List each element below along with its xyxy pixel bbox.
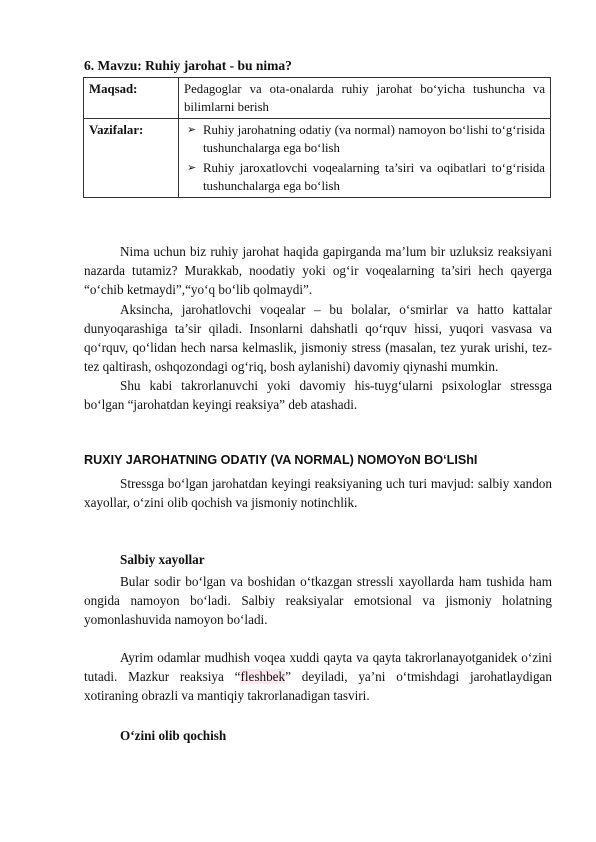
goal-label: Maqsad: xyxy=(84,78,179,119)
task-text: Ruhiy jarohatning odatiy (va normal) namoyon bo‘lishi to‘g‘risida tushunchalarga ega bo‘lish xyxy=(203,123,545,155)
paragraph: Nima uchun biz ruhiy jarohat haqida gapirganda ma’lum bir uzluksiz reaksiyani nazarda tutamiz? Murakkab, noodatiy yoki og‘ir voqealarning ta’siri hech qayerga “o‘chib ketmaydi”,“yo‘q bo‘lib qolmaydi”. xyxy=(84,244,552,297)
paragraph xyxy=(84,648,552,705)
task-text: Ruhiy jaroxatlovchi voqealarning ta’siri va oqibatlari to‘g‘risida tushunchalarga ega bo‘lish xyxy=(203,161,545,193)
goals-table xyxy=(83,77,551,198)
task-item xyxy=(187,159,545,195)
paragraph-text: ” deyiladi, ya’ni o‘tmishdagi jarohatlaydigan xotiraning obrazli va mantiqiy takrorlanadigan tasviri. xyxy=(84,669,552,703)
paragraph: Aksincha, jarohatlovchi voqealar – bu bolalar, o‘smirlar va hatto kattalar dunyoqarashiga ta’sir qiladi. Insonlarni dahshatli qo‘rquv hissi, yuqori vasvasa va qo‘rquv, qo‘lidan hech narsa kelmaslik, jismoniy stress (masalan, tez yurak urishi, tez-tez qaltirash, oshqozondagi og‘riq, bosh aylanishi) davomiy qiynashi mumkin. xyxy=(84,302,552,374)
arrow-bullet-icon: ➢ xyxy=(187,124,197,136)
highlighted-term: fleshbek xyxy=(240,669,286,684)
subheading-avoidance: O‘zini olib qochish xyxy=(120,728,227,743)
paragraph: Shu kabi takrorlanuvchi yoki davomiy his-tuyg‘ularni psixologlar stressga bo‘lgan “jarohatdan keyingi reaksiya” deb atashadi. xyxy=(84,378,552,412)
topic-title: 6. Mavzu: Ruhiy jarohat - bu nima? xyxy=(84,58,292,73)
paragraph-text: Ayrim odamlar mudhish voqea xuddi qayta va qayta takrorlanayotganidek o‘zini tutadi. Mazkur reaksiya “ xyxy=(84,650,552,684)
section-heading: RUXIY JAROHATNING ODATIY (VA NORMAL) NOMOYoN BO‘LIShI xyxy=(84,453,478,467)
goal-row xyxy=(84,78,551,119)
subheading-negative-thoughts: Salbiy xayollar xyxy=(120,552,205,567)
paragraph: Stressga bo‘lgan jarohatdan keyingi reaksiyaning uch turi mavjud: salbiy xandon xayollar, o‘zini olib qochish va jismoniy notinchlik. xyxy=(84,476,552,510)
tasks-row xyxy=(84,119,551,198)
tasks-cell xyxy=(179,119,551,198)
task-item xyxy=(187,121,545,157)
goal-text: Pedagoglar va ota-onalarda ruhiy jarohat bo‘yicha tushuncha va bilimlarni berish xyxy=(179,78,551,119)
arrow-bullet-icon: ➢ xyxy=(187,162,197,174)
paragraph: Bular sodir bo‘lgan va boshidan o‘tkazgan stressli xayollarda ham tushida ham ongida namoyon bo‘ladi. Salbiy reaksiyalar emotsional va jismoniy holatning yomonlashuvida namoyon bo‘ladi. xyxy=(84,574,552,627)
tasks-label: Vazifalar: xyxy=(84,119,179,198)
